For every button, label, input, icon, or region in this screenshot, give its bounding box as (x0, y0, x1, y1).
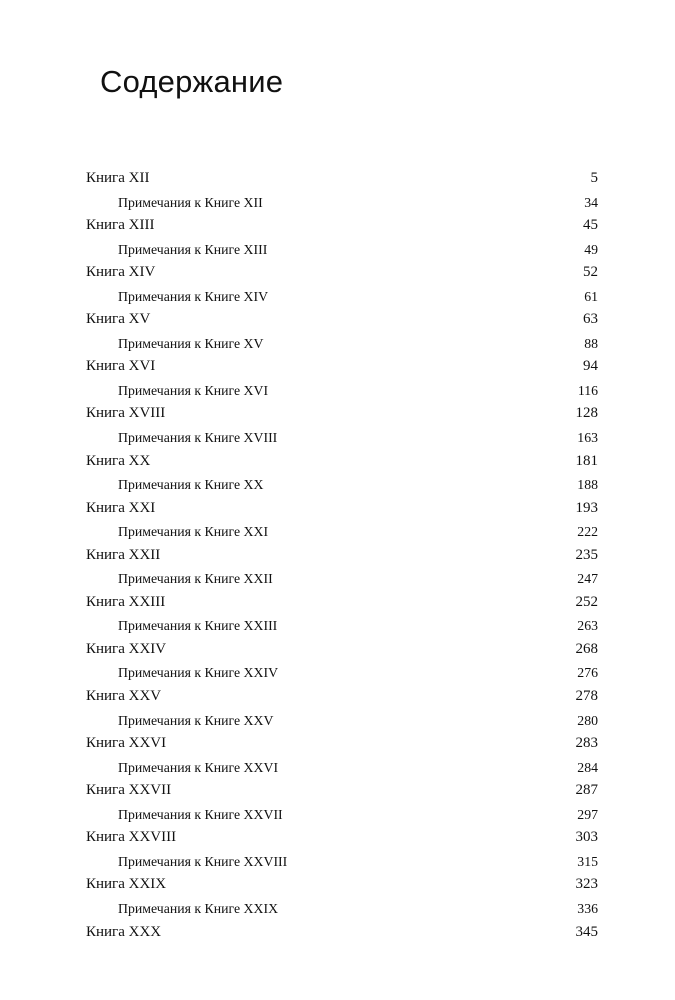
toc-entry-notes (86, 238, 598, 262)
toc-entry-page-number: 128 (575, 405, 598, 422)
toc-entry-label: Книга XXVI (86, 735, 167, 752)
toc-entry-label: Примечания к Книге XXVII (118, 806, 283, 822)
toc-entry-notes (86, 567, 598, 591)
toc-entry-page-number: 297 (577, 806, 598, 822)
toc-entry-page-number: 283 (575, 735, 598, 752)
toc-entry-book (86, 450, 598, 474)
toc-entry-page-number: 263 (577, 618, 598, 634)
toc-entry-notes (86, 803, 598, 827)
dot-leader (279, 771, 576, 772)
toc-entry-label: Книга XXII (86, 546, 161, 563)
toc-entry-label: Книга XX (86, 452, 151, 469)
dot-leader (288, 865, 576, 866)
toc-entry-page-number: 63 (583, 311, 598, 328)
table-of-contents (86, 167, 598, 944)
toc-entry-book (86, 214, 598, 238)
toc-entry-label: Примечания к Книге XXV (118, 712, 274, 728)
dot-leader (274, 582, 577, 583)
toc-entry-book (86, 402, 598, 426)
toc-entry-page-number: 94 (583, 358, 598, 375)
dot-leader (172, 793, 574, 794)
toc-entry-label: Примечания к Книге XII (118, 194, 263, 210)
toc-entry-book (86, 873, 598, 897)
toc-entry-book (86, 167, 598, 191)
dot-leader (161, 558, 574, 559)
toc-entry-label: Книга XXVII (86, 782, 172, 799)
toc-entry-page-number: 284 (577, 759, 598, 775)
toc-entry-book (86, 355, 598, 379)
toc-entry-page-number: 247 (577, 571, 598, 587)
toc-entry-page-number: 45 (583, 217, 598, 234)
toc-entry-page-number: 336 (577, 900, 598, 916)
dot-leader (156, 275, 582, 276)
dot-leader (151, 464, 574, 465)
toc-entry-notes (86, 614, 598, 638)
toc-entry-notes (86, 379, 598, 403)
toc-entry-notes (86, 756, 598, 780)
toc-entry-label: Примечания к Книге XXII (118, 571, 273, 587)
dot-leader (269, 535, 576, 536)
toc-entry-label: Примечания к Книге XXIV (118, 665, 279, 681)
toc-entry-label: Примечания к Книге XX (118, 477, 264, 493)
toc-entry-book (86, 497, 598, 521)
dot-leader (162, 699, 574, 700)
toc-entry-notes (86, 850, 598, 874)
toc-entry-label: Книга XVIII (86, 405, 166, 422)
toc-entry-page-number: 287 (575, 782, 598, 799)
toc-entry-label: Книга XXIV (86, 640, 167, 657)
toc-entry-label: Книга XII (86, 170, 150, 186)
toc-entry-label: Примечания к Книге XVI (118, 382, 269, 398)
toc-entry-page-number: 163 (577, 430, 598, 446)
toc-entry-book (86, 779, 598, 803)
toc-entry-label: Примечания к Книге XXIX (118, 900, 279, 916)
toc-entry-label: Примечания к Книге XXIII (118, 618, 278, 634)
toc-entry-label: Примечания к Книге XXI (118, 524, 269, 540)
toc-entry-page-number: 280 (577, 712, 598, 728)
dot-leader (167, 887, 574, 888)
toc-entry-notes (86, 520, 598, 544)
toc-entry-label: Книга XVI (86, 358, 156, 375)
toc-entry-book (86, 826, 598, 850)
toc-entry-book (86, 544, 598, 568)
dot-leader (278, 629, 576, 630)
toc-entry-book (86, 732, 598, 756)
dot-leader (150, 181, 589, 182)
toc-entry-label: Книга XXX (86, 923, 162, 940)
toc-entry-label: Книга XXI (86, 499, 156, 516)
toc-entry-page-number: 181 (575, 452, 598, 469)
toc-entry-page-number: 5 (590, 170, 598, 186)
toc-entry-page-number: 252 (575, 593, 598, 610)
toc-entry-label: Примечания к Книге XXVI (118, 759, 279, 775)
toc-entry-label: Книга XXIX (86, 876, 167, 893)
toc-entry-label: Примечания к Книге XV (118, 335, 264, 351)
toc-entry-notes (86, 285, 598, 309)
toc-entry-label: Книга XV (86, 311, 151, 328)
dot-leader (151, 322, 582, 323)
dot-leader (156, 511, 574, 512)
toc-entry-book (86, 685, 598, 709)
dot-leader (156, 369, 582, 370)
toc-entry-label: Книга XIV (86, 264, 156, 281)
dot-leader (264, 347, 583, 348)
toc-entry-book (86, 591, 598, 615)
toc-entry-label: Книга XXIII (86, 593, 166, 610)
dot-leader (166, 605, 574, 606)
toc-entry-page-number: 315 (577, 853, 598, 869)
toc-entry-notes (86, 897, 598, 921)
dot-leader (269, 300, 583, 301)
toc-entry-label: Примечания к Книге XVIII (118, 430, 278, 446)
dot-leader (274, 724, 576, 725)
dot-leader (278, 441, 576, 442)
toc-entry-page-number: 88 (584, 335, 598, 351)
dot-leader (155, 228, 582, 229)
toc-entry-notes (86, 661, 598, 685)
dot-leader (279, 676, 576, 677)
toc-entry-label: Книга XXVIII (86, 829, 177, 846)
toc-entry-label: Книга XIII (86, 217, 155, 234)
dot-leader (269, 394, 577, 395)
toc-entry-page-number: 323 (575, 876, 598, 893)
toc-entry-page-number: 34 (584, 194, 598, 210)
toc-entry-page-number: 235 (575, 546, 598, 563)
toc-entry-label: Примечания к Книге XIII (118, 241, 268, 257)
toc-entry-page-number: 52 (583, 264, 598, 281)
dot-leader (284, 818, 577, 819)
toc-entry-book (86, 308, 598, 332)
toc-entry-page-number: 188 (577, 477, 598, 493)
toc-entry-notes (86, 426, 598, 450)
dot-leader (162, 935, 574, 936)
toc-entry-book (86, 638, 598, 662)
dot-leader (177, 840, 574, 841)
toc-entry-notes (86, 473, 598, 497)
toc-entry-page-number: 193 (575, 499, 598, 516)
dot-leader (166, 416, 574, 417)
toc-entry-page-number: 276 (577, 665, 598, 681)
dot-leader (264, 488, 576, 489)
dot-leader (268, 253, 583, 254)
dot-leader (167, 652, 574, 653)
toc-entry-label: Примечания к Книге XIV (118, 288, 269, 304)
toc-entry-notes (86, 332, 598, 356)
toc-entry-page-number: 303 (575, 829, 598, 846)
page-title: Содержание (100, 64, 284, 99)
toc-entry-book (86, 261, 598, 285)
toc-entry-page-number: 278 (575, 688, 598, 705)
toc-entry-page-number: 116 (577, 382, 598, 398)
dot-leader (264, 206, 583, 207)
toc-entry-page-number: 345 (575, 923, 598, 940)
toc-entry-label: Примечания к Книге XXVIII (118, 853, 288, 869)
toc-entry-page-number: 49 (584, 241, 598, 257)
toc-entry-book (86, 921, 598, 945)
toc-entry-notes (86, 709, 598, 733)
dot-leader (167, 746, 574, 747)
toc-entry-label: Книга XXV (86, 688, 162, 705)
toc-entry-notes (86, 191, 598, 215)
toc-entry-page-number: 61 (584, 288, 598, 304)
toc-entry-page-number: 268 (575, 640, 598, 657)
toc-entry-page-number: 222 (577, 524, 598, 540)
dot-leader (279, 912, 576, 913)
